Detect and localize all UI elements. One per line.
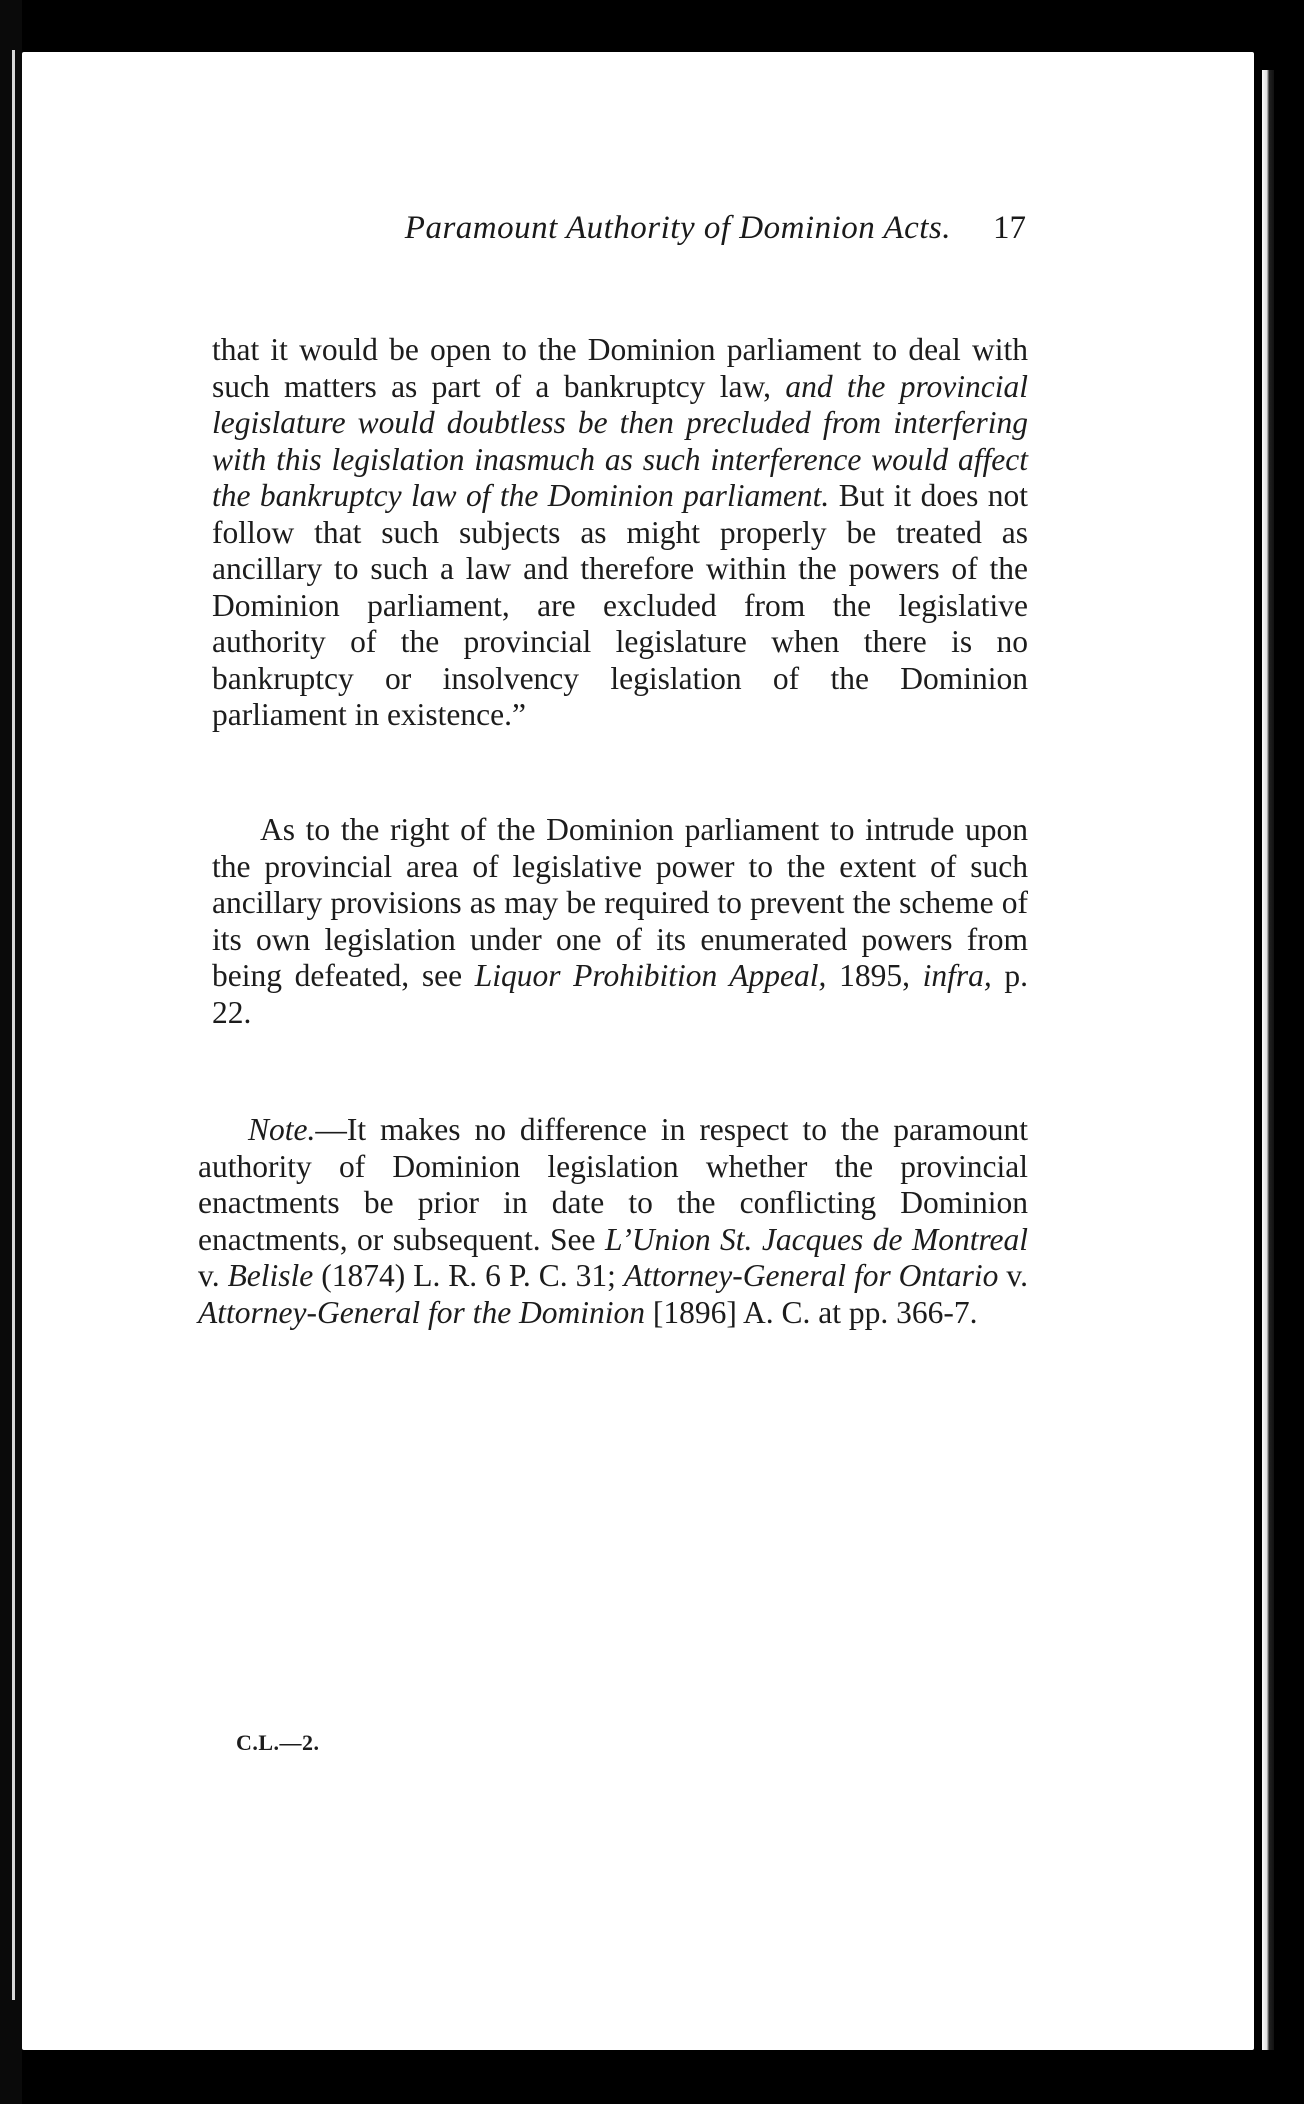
page-number: 17 xyxy=(993,210,1026,246)
p2-infra: infra, xyxy=(922,958,992,993)
paragraph-note xyxy=(198,1112,1028,1331)
p2-case-name: Liquor Prohibition Appeal, xyxy=(474,958,827,993)
p3-versus-2: v. xyxy=(1006,1258,1028,1293)
p1-italic-passage: and the provincial legislature would doubtless be then precluded from interfering with this legislation inasmuch as such interference would affect the bankruptcy law of the Dominion parliament. xyxy=(212,368,1029,513)
p3-case-1b: Belisle xyxy=(227,1258,314,1293)
p2-sentence-1: As to the right of the Dominion parliament to intrude upon the provincial area of legislative power to the extent of such ancillary provisions as may be required to prevent the scheme of its own legislation under one of its enumerated powers from being defeated, see xyxy=(212,812,1028,993)
book-spine-left xyxy=(0,0,22,2104)
p3-case-2: Attorney-General for Ontario xyxy=(623,1258,999,1293)
p1-sentence-1: that it would be open to the Dominion parliament to deal with such matters as part of a bankruptcy law, xyxy=(212,332,1028,404)
running-head xyxy=(230,210,1026,247)
page-edge-right xyxy=(1262,70,1274,2050)
signature-mark: C.L.—2. xyxy=(236,1730,320,1755)
p2-year: 1895, xyxy=(839,958,910,993)
p3-note-label: Note. xyxy=(248,1112,316,1147)
p2-page-ref: p. 22. xyxy=(212,958,1029,1030)
paragraph-ancillary-powers xyxy=(212,812,1028,1031)
p3-case-1: L’Union St. Jacques de Montreal xyxy=(604,1221,1029,1257)
p3-citation-2: [1896] A. C. at pp. 366-7. xyxy=(652,1294,978,1330)
p3-citation-1: (1874) L. R. 6 P. C. 31; xyxy=(321,1258,616,1293)
p3-versus-1: v. xyxy=(198,1258,220,1293)
p3-case-2b: Attorney-General for the Dominion xyxy=(198,1294,646,1330)
paragraph-quotation-continuation xyxy=(212,332,1028,734)
p1-sentence-3: But it does not follow that such subjects as might properly be treated as ancillary to such a law and therefore within the powers of the Dominion parliament, are excluded from the legislative authority of the provincial legislature when there is no bankruptcy or insolvency legislation of the Dominion parliament in existence.” xyxy=(212,478,1028,732)
running-head-title: Paramount Authority of Dominion Acts. xyxy=(404,210,951,246)
p3-sentence-1: —It makes no difference in respect to the paramount authority of Dominion legislation whether the provincial enactments be prior in date to the conflicting Dominion enactments, or subsequent. See xyxy=(198,1112,1028,1257)
